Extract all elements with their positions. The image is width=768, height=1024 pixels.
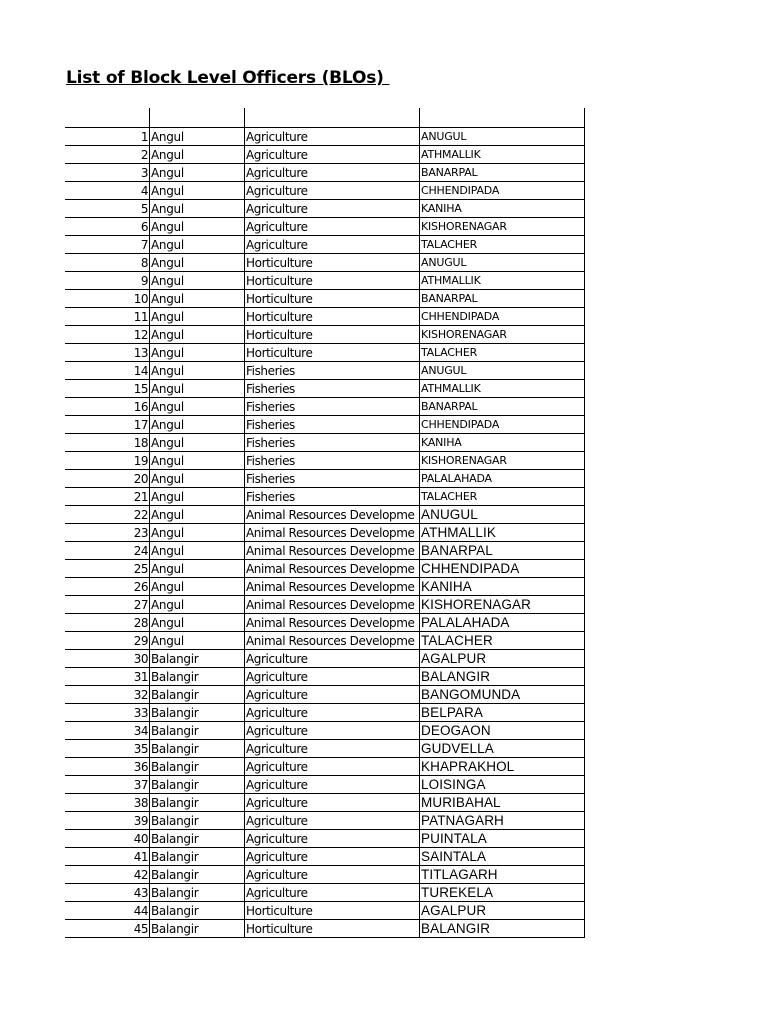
table-row	[65, 254, 585, 272]
table-row	[65, 596, 585, 614]
table-row	[65, 902, 585, 920]
department-cell: Horticulture	[245, 308, 420, 326]
block-cell: TUREKELA	[420, 884, 585, 902]
serial-cell: 45	[65, 920, 150, 938]
table-row	[65, 776, 585, 794]
serial-cell: 20	[65, 470, 150, 488]
block-cell: ANUGUL	[420, 128, 585, 146]
table-row	[65, 758, 585, 776]
table-row	[65, 542, 585, 560]
serial-cell: 42	[65, 866, 150, 884]
table-row	[65, 524, 585, 542]
district-cell: Angul	[150, 416, 245, 434]
department-cell: Agriculture	[245, 722, 420, 740]
table-row	[65, 794, 585, 812]
serial-cell: 7	[65, 236, 150, 254]
block-cell: PUINTALA	[420, 830, 585, 848]
table-row	[65, 704, 585, 722]
serial-cell: 29	[65, 632, 150, 650]
table-row	[65, 470, 585, 488]
department-cell: Horticulture	[245, 326, 420, 344]
district-cell: Balangir	[150, 722, 245, 740]
district-cell: Angul	[150, 380, 245, 398]
table-row	[65, 578, 585, 596]
block-cell: KISHORENAGAR	[420, 218, 585, 236]
district-cell: Angul	[150, 164, 245, 182]
district-cell: Angul	[150, 272, 245, 290]
serial-cell: 25	[65, 560, 150, 578]
district-cell: Balangir	[150, 776, 245, 794]
block-cell: SAINTALA	[420, 848, 585, 866]
serial-cell: 26	[65, 578, 150, 596]
block-cell: KISHORENAGAR	[420, 596, 585, 614]
district-cell: Balangir	[150, 848, 245, 866]
department-cell: Horticulture	[245, 290, 420, 308]
table-row	[65, 326, 585, 344]
serial-cell: 17	[65, 416, 150, 434]
district-cell: Angul	[150, 326, 245, 344]
serial-cell: 33	[65, 704, 150, 722]
block-cell: KISHORENAGAR	[420, 326, 585, 344]
department-cell: Agriculture	[245, 218, 420, 236]
block-cell: ATHMALLIK	[420, 524, 585, 542]
district-cell: Angul	[150, 434, 245, 452]
district-cell: Balangir	[150, 758, 245, 776]
department-cell: Fisheries	[245, 470, 420, 488]
block-cell: MURIBAHAL	[420, 794, 585, 812]
district-cell: Balangir	[150, 866, 245, 884]
department-cell: Fisheries	[245, 398, 420, 416]
department-cell: Agriculture	[245, 740, 420, 758]
department-cell: Horticulture	[245, 902, 420, 920]
district-cell: Angul	[150, 560, 245, 578]
district-cell: Angul	[150, 542, 245, 560]
serial-cell: 37	[65, 776, 150, 794]
serial-cell: 35	[65, 740, 150, 758]
block-cell: BELPARA	[420, 704, 585, 722]
district-cell: Angul	[150, 578, 245, 596]
serial-cell: 4	[65, 182, 150, 200]
serial-cell: 1	[65, 128, 150, 146]
district-cell: Angul	[150, 470, 245, 488]
table-row	[65, 686, 585, 704]
serial-cell: 19	[65, 452, 150, 470]
district-cell: Balangir	[150, 668, 245, 686]
block-cell: ANUGUL	[420, 506, 585, 524]
table-row	[65, 884, 585, 902]
department-cell: Fisheries	[245, 362, 420, 380]
table-row	[65, 362, 585, 380]
block-cell: BALANGIR	[420, 668, 585, 686]
table-row	[65, 164, 585, 182]
block-cell: TALACHER	[420, 488, 585, 506]
department-cell: Agriculture	[245, 866, 420, 884]
table-row	[65, 614, 585, 632]
table-row	[65, 290, 585, 308]
department-cell: Fisheries	[245, 434, 420, 452]
district-cell: Angul	[150, 524, 245, 542]
header-cell-department	[245, 108, 420, 128]
serial-cell: 16	[65, 398, 150, 416]
department-cell: Horticulture	[245, 344, 420, 362]
serial-cell: 23	[65, 524, 150, 542]
department-cell: Fisheries	[245, 488, 420, 506]
table-row	[65, 632, 585, 650]
table-row	[65, 128, 585, 146]
block-cell: AGALPUR	[420, 902, 585, 920]
department-cell: Fisheries	[245, 416, 420, 434]
table-row	[65, 398, 585, 416]
block-cell: ATHMALLIK	[420, 146, 585, 164]
table-row	[65, 920, 585, 938]
block-cell: TALACHER	[420, 236, 585, 254]
serial-cell: 24	[65, 542, 150, 560]
block-cell: BANARPAL	[420, 542, 585, 560]
district-cell: Angul	[150, 218, 245, 236]
department-cell: Horticulture	[245, 920, 420, 938]
block-cell: CHHENDIPADA	[420, 308, 585, 326]
table-row	[65, 488, 585, 506]
table-row	[65, 146, 585, 164]
department-cell: Agriculture	[245, 668, 420, 686]
table-row	[65, 560, 585, 578]
serial-cell: 38	[65, 794, 150, 812]
table-row	[65, 668, 585, 686]
department-cell: Agriculture	[245, 650, 420, 668]
block-cell: KANIHA	[420, 200, 585, 218]
serial-cell: 9	[65, 272, 150, 290]
department-cell: Animal Resources Developme	[245, 632, 420, 650]
department-cell: Horticulture	[245, 254, 420, 272]
serial-cell: 31	[65, 668, 150, 686]
department-cell: Agriculture	[245, 830, 420, 848]
table-row	[65, 434, 585, 452]
table-row	[65, 218, 585, 236]
block-cell: DEOGAON	[420, 722, 585, 740]
block-cell: BANGOMUNDA	[420, 686, 585, 704]
serial-cell: 34	[65, 722, 150, 740]
table-row	[65, 182, 585, 200]
department-cell: Animal Resources Developme	[245, 560, 420, 578]
block-cell: BALANGIR	[420, 920, 585, 938]
block-cell: KHAPRAKHOL	[420, 758, 585, 776]
serial-cell: 36	[65, 758, 150, 776]
table-row	[65, 452, 585, 470]
district-cell: Angul	[150, 236, 245, 254]
block-cell: PALALAHADA	[420, 614, 585, 632]
serial-cell: 5	[65, 200, 150, 218]
block-cell: PATNAGARH	[420, 812, 585, 830]
department-cell: Agriculture	[245, 758, 420, 776]
serial-cell: 43	[65, 884, 150, 902]
department-cell: Agriculture	[245, 182, 420, 200]
district-cell: Balangir	[150, 686, 245, 704]
serial-cell: 6	[65, 218, 150, 236]
serial-cell: 15	[65, 380, 150, 398]
district-cell: Balangir	[150, 902, 245, 920]
block-cell: KANIHA	[420, 434, 585, 452]
serial-cell: 21	[65, 488, 150, 506]
table-row	[65, 344, 585, 362]
district-cell: Angul	[150, 452, 245, 470]
district-cell: Angul	[150, 146, 245, 164]
department-cell: Animal Resources Developme	[245, 614, 420, 632]
block-cell: GUDVELLA	[420, 740, 585, 758]
district-cell: Angul	[150, 614, 245, 632]
district-cell: Angul	[150, 362, 245, 380]
serial-cell: 30	[65, 650, 150, 668]
district-cell: Balangir	[150, 794, 245, 812]
blo-table	[65, 108, 585, 938]
district-cell: Angul	[150, 182, 245, 200]
block-cell: BANARPAL	[420, 398, 585, 416]
table-header-row	[65, 108, 585, 128]
department-cell: Fisheries	[245, 380, 420, 398]
district-cell: Balangir	[150, 704, 245, 722]
serial-cell: 14	[65, 362, 150, 380]
block-cell: TALACHER	[420, 632, 585, 650]
district-cell: Balangir	[150, 740, 245, 758]
serial-cell: 40	[65, 830, 150, 848]
block-cell: LOISINGA	[420, 776, 585, 794]
table-row	[65, 848, 585, 866]
district-cell: Balangir	[150, 650, 245, 668]
district-cell: Angul	[150, 398, 245, 416]
block-cell: ATHMALLIK	[420, 272, 585, 290]
table-row	[65, 812, 585, 830]
department-cell: Animal Resources Developme	[245, 542, 420, 560]
serial-cell: 13	[65, 344, 150, 362]
block-cell: CHHENDIPADA	[420, 560, 585, 578]
serial-cell: 11	[65, 308, 150, 326]
table-row	[65, 830, 585, 848]
serial-cell: 12	[65, 326, 150, 344]
district-cell: Balangir	[150, 920, 245, 938]
serial-cell: 10	[65, 290, 150, 308]
block-cell: CHHENDIPADA	[420, 182, 585, 200]
district-cell: Balangir	[150, 884, 245, 902]
department-cell: Agriculture	[245, 848, 420, 866]
department-cell: Animal Resources Developme	[245, 596, 420, 614]
serial-cell: 28	[65, 614, 150, 632]
department-cell: Agriculture	[245, 146, 420, 164]
department-cell: Agriculture	[245, 794, 420, 812]
district-cell: Balangir	[150, 812, 245, 830]
table-row	[65, 200, 585, 218]
block-cell: ANUGUL	[420, 254, 585, 272]
block-cell: CHHENDIPADA	[420, 416, 585, 434]
district-cell: Angul	[150, 290, 245, 308]
district-cell: Angul	[150, 596, 245, 614]
block-cell: TITLAGARH	[420, 866, 585, 884]
department-cell: Horticulture	[245, 272, 420, 290]
table-row	[65, 236, 585, 254]
table-row	[65, 506, 585, 524]
header-cell-district	[150, 108, 245, 128]
department-cell: Animal Resources Developme	[245, 578, 420, 596]
district-cell: Angul	[150, 308, 245, 326]
block-cell: TALACHER	[420, 344, 585, 362]
table-row	[65, 722, 585, 740]
block-cell: KISHORENAGAR	[420, 452, 585, 470]
department-cell: Agriculture	[245, 812, 420, 830]
block-cell: PALALAHADA	[420, 470, 585, 488]
serial-cell: 27	[65, 596, 150, 614]
department-cell: Agriculture	[245, 128, 420, 146]
department-cell: Agriculture	[245, 236, 420, 254]
serial-cell: 18	[65, 434, 150, 452]
table-row	[65, 650, 585, 668]
table-row	[65, 866, 585, 884]
block-cell: BANARPAL	[420, 164, 585, 182]
serial-cell: 8	[65, 254, 150, 272]
table-row	[65, 308, 585, 326]
block-cell: AGALPUR	[420, 650, 585, 668]
department-cell: Fisheries	[245, 452, 420, 470]
district-cell: Angul	[150, 200, 245, 218]
block-cell: KANIHA	[420, 578, 585, 596]
serial-cell: 22	[65, 506, 150, 524]
blo-table-body	[65, 108, 585, 938]
serial-cell: 39	[65, 812, 150, 830]
department-cell: Agriculture	[245, 884, 420, 902]
table-row	[65, 380, 585, 398]
serial-cell: 44	[65, 902, 150, 920]
department-cell: Agriculture	[245, 704, 420, 722]
serial-cell: 32	[65, 686, 150, 704]
department-cell: Animal Resources Developme	[245, 524, 420, 542]
block-cell: BANARPAL	[420, 290, 585, 308]
page-title: List of Block Level Officers (BLOs)	[66, 68, 390, 88]
district-cell: Angul	[150, 128, 245, 146]
district-cell: Angul	[150, 506, 245, 524]
district-cell: Angul	[150, 632, 245, 650]
table-row	[65, 740, 585, 758]
header-cell-serial	[65, 108, 150, 128]
department-cell: Agriculture	[245, 686, 420, 704]
table-row	[65, 272, 585, 290]
block-cell: ATHMALLIK	[420, 380, 585, 398]
serial-cell: 3	[65, 164, 150, 182]
serial-cell: 41	[65, 848, 150, 866]
serial-cell: 2	[65, 146, 150, 164]
table-row	[65, 416, 585, 434]
district-cell: Balangir	[150, 830, 245, 848]
district-cell: Angul	[150, 344, 245, 362]
department-cell: Agriculture	[245, 164, 420, 182]
department-cell: Agriculture	[245, 200, 420, 218]
header-cell-block	[420, 108, 585, 128]
block-cell: ANUGUL	[420, 362, 585, 380]
district-cell: Angul	[150, 488, 245, 506]
department-cell: Agriculture	[245, 776, 420, 794]
department-cell: Animal Resources Developme	[245, 506, 420, 524]
district-cell: Angul	[150, 254, 245, 272]
